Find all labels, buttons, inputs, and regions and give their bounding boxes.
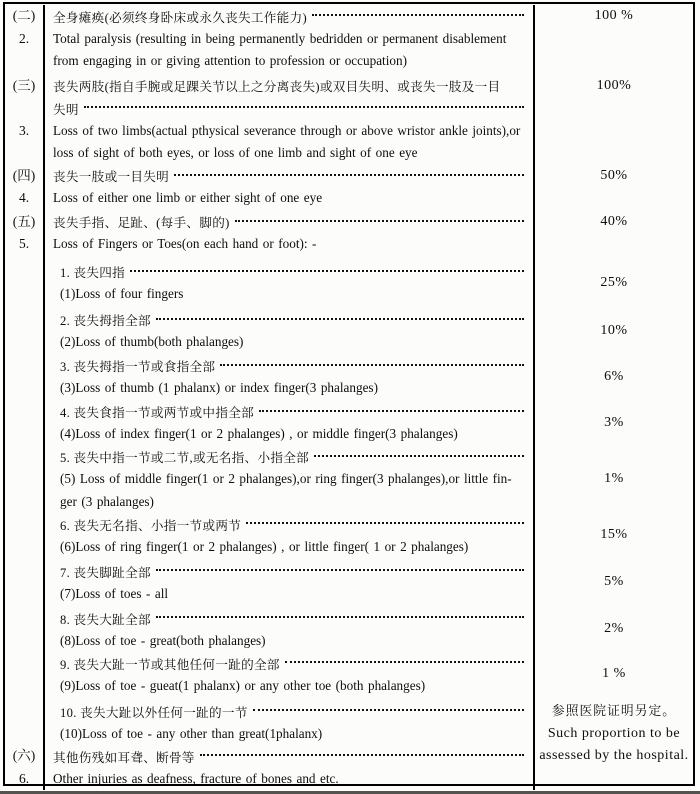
row-index-label (5, 607, 43, 630)
index-column-cell (5, 210, 43, 256)
row-index-label: 3. (18, 122, 30, 138)
content-line (45, 283, 533, 306)
percentage-value: 6% (604, 368, 624, 384)
percentage-column-cell (535, 165, 693, 210)
index-column-cell (5, 5, 43, 73)
description-text-zh: 5. 丧失中指一节或二节,或无名指、小指全部 (60, 451, 310, 466)
description-column-cell (43, 165, 535, 210)
table-row (5, 306, 693, 354)
disability-scale-table (3, 2, 695, 786)
table-row (5, 354, 693, 400)
dotted-leader (220, 364, 524, 366)
content-line (45, 50, 533, 73)
percentage-value: 25% (600, 274, 628, 290)
description-text-zh: 全身瘫痪(必须终身卧床或永久丧失工作能力) (53, 10, 307, 25)
description-text-zh: 8. 丧失大趾全部 (60, 612, 151, 627)
percentage-column-cell (535, 73, 693, 165)
row-index-label (5, 97, 43, 120)
table-row (5, 605, 693, 652)
content-line (45, 675, 533, 698)
index-column-cell (5, 605, 43, 652)
content-line (45, 536, 533, 559)
description-column-cell (43, 5, 535, 73)
description-text-zh: 1. 丧失四指 (60, 266, 126, 281)
description-text-en: (6)Loss of ring finger(1 or 2 phalanges) , or little finger( 1 or 2 phalanges) (60, 538, 469, 554)
index-column-cell (5, 446, 43, 514)
description-text-zh: 7. 丧失脚趾全部 (60, 565, 151, 580)
description-text-en: from engaging in or giving attention to profession or occupation) (53, 53, 407, 69)
row-index-label (5, 423, 43, 446)
row-index-label (5, 331, 43, 354)
dotted-leader (235, 220, 524, 222)
description-text-zh: 10. 丧失大趾以外任何一趾的一节 (60, 705, 248, 720)
row-index-label: 5. (18, 236, 30, 251)
percentage-value: 50% (600, 167, 628, 183)
description-text-en: (5) Loss of middle finger(1 or 2 phalanges),or ring finger(3 phalanges),or little fin- (60, 471, 512, 487)
percentage-column-cell (535, 697, 693, 790)
dotted-leader (130, 270, 524, 272)
percentage-column-cell (535, 513, 693, 558)
description-column-cell (43, 210, 535, 256)
content-line (45, 331, 533, 354)
description-text-en: Loss of Fingers or Toes(on each hand or foot): - (53, 236, 317, 252)
description-text-zh: 4. 丧失食指一节或两节或中指全部 (60, 406, 255, 421)
percentage-column-cell (535, 256, 693, 306)
content-line (45, 560, 533, 583)
content-line (45, 142, 533, 165)
row-index-label (5, 560, 43, 583)
content-line (45, 187, 533, 210)
percentage-value: 3% (604, 414, 624, 430)
content-line (45, 355, 533, 378)
content-line (45, 309, 533, 332)
content-line (45, 423, 533, 446)
content-line (45, 261, 533, 284)
dotted-leader (200, 754, 524, 756)
row-index-label (5, 675, 43, 698)
dotted-leader (156, 569, 524, 571)
index-column-cell (5, 652, 43, 697)
description-column-cell (43, 697, 535, 790)
dotted-leader (156, 616, 524, 618)
content-line (45, 513, 533, 536)
description-text-zh: 丧失两肢(指自手腕或足踝关节以上之分离丧失)或双目失明、或丧失一肢及一目 (53, 80, 501, 95)
description-column-cell (43, 446, 535, 514)
table-row (5, 165, 693, 210)
description-column-cell (43, 73, 535, 165)
row-index-label (5, 283, 43, 306)
table-row (5, 558, 693, 605)
content-line (45, 28, 533, 51)
description-text-zh: 3. 丧失拇指一节或食指全部 (60, 360, 216, 375)
description-text-en: ger (3 phalanges) (60, 493, 154, 509)
description-text-en: Loss of two limbs(actual pthysical severance through or above wristor ankle joints),or (53, 122, 521, 138)
row-index-label (5, 142, 43, 165)
table-row (5, 513, 693, 558)
index-column-cell (5, 165, 43, 210)
row-index-label: 4. (18, 190, 30, 205)
content-line (45, 630, 533, 653)
percentage-value: 2% (604, 621, 624, 637)
description-text-zh: 9. 丧失大趾一节或其他任何一趾的全部 (60, 657, 280, 672)
description-column-cell (43, 354, 535, 400)
row-index-label (5, 652, 43, 675)
description-text-zh: 丧失一肢或一目失明 (53, 170, 170, 185)
table-row (5, 446, 693, 514)
percentage-value: 1 % (602, 666, 626, 682)
index-column-cell (5, 256, 43, 306)
row-index-label: (二) (12, 8, 36, 23)
description-column-cell (43, 306, 535, 354)
description-text-en: (7)Loss of toes - all (60, 585, 169, 601)
row-index-label (5, 630, 43, 653)
dotted-leader (312, 14, 524, 16)
dotted-leader (156, 318, 524, 320)
content-line (45, 468, 533, 491)
content-line (45, 165, 533, 188)
percentage-column-cell (535, 354, 693, 400)
table-row (5, 210, 693, 256)
row-index-label: 6. (18, 770, 30, 786)
percentage-column-cell (535, 558, 693, 605)
row-index-label (5, 401, 43, 424)
percentage-value: 1% (604, 471, 624, 486)
table-row (5, 256, 693, 306)
content-line (45, 75, 533, 98)
content-line (45, 401, 533, 424)
row-index-label: (四) (12, 167, 36, 183)
dotted-leader (246, 522, 524, 524)
description-column-cell (43, 605, 535, 652)
row-index-label: (三) (12, 77, 36, 93)
description-text-en: (3)Loss of thumb (1 phalanx) or index finger(3 phalanges) (60, 380, 378, 396)
percentage-column-cell (535, 605, 693, 652)
percentage-value: 40% (600, 213, 628, 229)
row-index-label: 2. (18, 30, 30, 46)
index-column-cell (5, 73, 43, 165)
dotted-leader (314, 455, 524, 457)
description-text-en: Other injuries as deafness, fracture of bones and etc. (53, 770, 339, 786)
index-column-cell (5, 400, 43, 446)
index-column-cell (5, 354, 43, 400)
content-line (45, 652, 533, 675)
content-line (45, 768, 533, 791)
row-index-label (5, 491, 43, 514)
description-text-en: (10)Loss of toe - any other than great(1phalanx) (60, 725, 323, 741)
content-line (45, 233, 533, 256)
content-line (45, 607, 533, 630)
description-text-zh: 6. 丧失无名指、小指一节或两节 (60, 518, 242, 533)
content-line (45, 5, 533, 28)
content-line (45, 120, 533, 143)
description-text-en: (8)Loss of toe - great(both phalanges) (60, 632, 266, 648)
percentage-value: 5% (604, 574, 624, 590)
content-line (45, 211, 533, 234)
row-index-label (5, 700, 43, 723)
percentage-value: 100 % (594, 8, 634, 23)
dotted-leader (253, 709, 524, 711)
row-index-label (5, 377, 43, 400)
index-column-cell (5, 697, 43, 790)
dotted-leader (285, 661, 524, 663)
content-line (45, 745, 533, 768)
description-text-en: (9)Loss of toe - gueat(1 phalanx) or any other toe (both phalanges) (60, 677, 426, 693)
description-text-zh: 丧失手指、足趾、(每手、脚的) (53, 216, 230, 231)
dotted-leader (84, 106, 524, 108)
table-row (5, 697, 693, 790)
content-line (45, 583, 533, 606)
row-index-label (5, 446, 43, 469)
table-row (5, 652, 693, 697)
percentage-column-cell (535, 652, 693, 697)
content-line (45, 97, 533, 120)
content-line (45, 377, 533, 400)
description-text-zh: 2. 丧失拇指全部 (60, 314, 151, 329)
percentage-value: 15% (600, 527, 628, 543)
description-text-en: (4)Loss of index finger(1 or 2 phalanges) , or middle finger(3 phalanges) (60, 426, 458, 442)
percentage-value: Such proportion to be (547, 725, 681, 741)
dotted-leader (174, 174, 524, 176)
percentage-value: 100% (596, 77, 632, 93)
row-index-label (5, 468, 43, 491)
table-row (5, 73, 693, 165)
description-column-cell (43, 256, 535, 306)
description-column-cell (43, 558, 535, 605)
description-text-zh: 其他伤残如耳聋、断骨等 (53, 750, 195, 765)
percentage-column-cell (535, 446, 693, 514)
description-text-en: (2)Loss of thumb(both phalanges) (60, 334, 244, 350)
dotted-leader (259, 410, 524, 412)
row-index-label (5, 355, 43, 378)
description-column-cell (43, 652, 535, 697)
index-column-cell (5, 513, 43, 558)
row-index-label: (六) (12, 748, 36, 763)
description-text-en: loss of sight of both eyes, or loss of one limb and sight of one eye (53, 145, 418, 161)
description-column-cell (43, 400, 535, 446)
row-index-label (5, 583, 43, 606)
description-text-en: Total paralysis (resulting in being permanently bedridden or permanent disablement (53, 30, 507, 46)
percentage-value: assessed by the hospital. (539, 748, 689, 763)
index-column-cell (5, 306, 43, 354)
description-text-en: Loss of either one limb or either sight of one eye (53, 190, 323, 206)
row-index-label (5, 309, 43, 332)
percentage-column-cell (535, 210, 693, 256)
table-row (5, 400, 693, 446)
row-index-label (5, 50, 43, 73)
percentage-value: 参照医院证明另定。 (551, 704, 677, 718)
percentage-column-cell (535, 5, 693, 73)
row-index-label: (五) (12, 213, 36, 229)
percentage-value: 10% (600, 322, 628, 338)
percentage-column-cell (535, 400, 693, 446)
content-line (45, 723, 533, 746)
percentage-column-cell (535, 306, 693, 354)
description-text-en: (1)Loss of four fingers (60, 286, 184, 302)
description-column-cell (43, 513, 535, 558)
content-line (45, 446, 533, 469)
content-line (45, 700, 533, 723)
row-index-label (5, 723, 43, 746)
index-column-cell (5, 558, 43, 605)
table-row (5, 5, 693, 73)
row-index-label (5, 536, 43, 559)
row-index-label (5, 261, 43, 284)
row-index-label (5, 513, 43, 536)
content-line (45, 491, 533, 514)
description-text-zh: 失明 (53, 102, 79, 117)
